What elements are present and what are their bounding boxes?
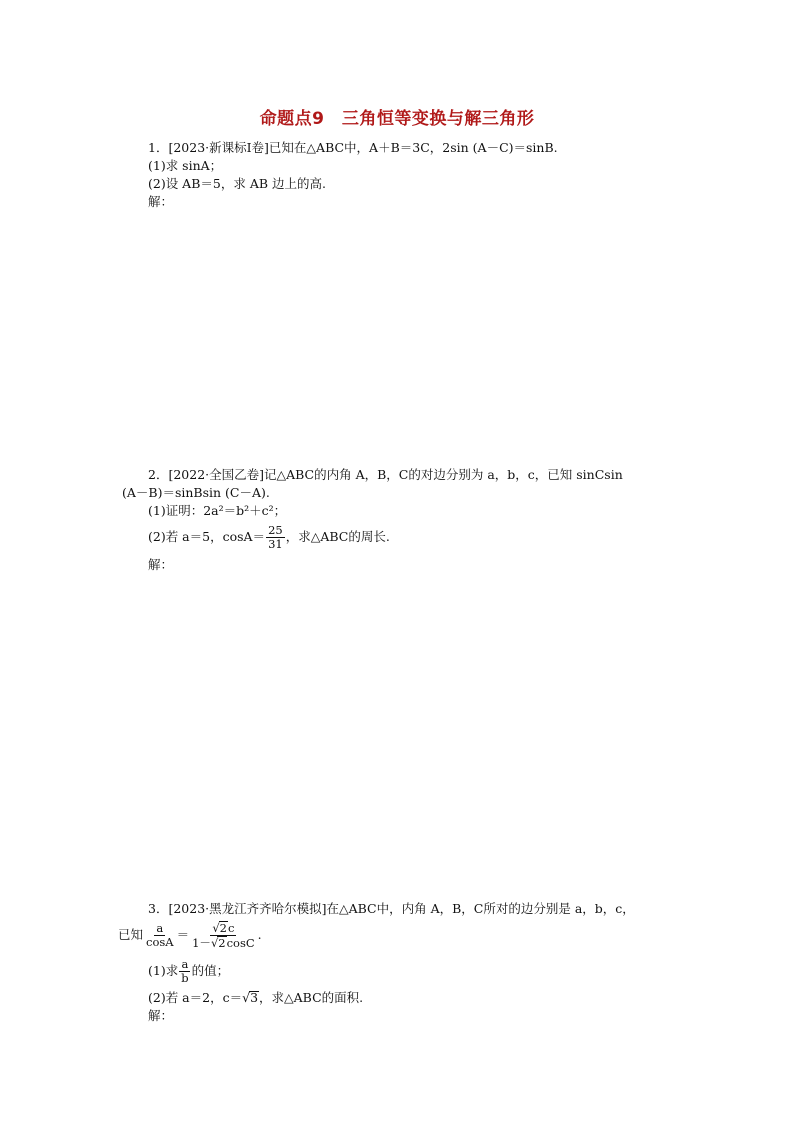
problem-3-given-equation <box>118 918 262 952</box>
given-rhs-denominator-suffix: cosC <box>226 936 255 950</box>
problem-3-statement-line-1: 3．[2023·黑龙江齐齐哈尔模拟]在△ABC中，内角 A，B，C所对的边分别是 a，b，c， <box>148 901 635 916</box>
problem-3-part-1 <box>148 956 229 986</box>
problem-2-part-2 <box>148 522 390 552</box>
given-lhs-numerator: a <box>156 921 164 935</box>
cos-a-numerator: 25 <box>268 523 283 537</box>
given-rhs-fraction <box>190 921 257 950</box>
problem-1-part-2: (2)设 AB＝5，求 AB 边上的高. <box>148 176 326 191</box>
cos-a-fraction <box>266 524 285 551</box>
given-equals: ＝ <box>176 927 190 942</box>
c-value-radicand: 3 <box>250 990 259 1005</box>
page-title: 命题点9 三角恒等变换与解三角形 <box>259 109 535 129</box>
problem-2-part-2-prefix: (2)若 a＝5，cosA＝ <box>148 529 266 544</box>
problem-3-part-2-suffix: ，求△ABC的面积. <box>259 990 364 1005</box>
given-rhs-numerator-rest: c <box>227 921 235 935</box>
problem-3-part-1-prefix: (1)求 <box>148 963 179 978</box>
a-over-b-numerator: a <box>181 957 189 971</box>
given-rhs-denominator-prefix: 1－ <box>192 936 211 950</box>
a-over-b-denominator: b <box>181 971 189 985</box>
problem-2-statement-line-2: (A－B)＝sinBsin (C－A). <box>122 485 270 500</box>
given-rhs-numerator-radicand: 2 <box>219 921 227 935</box>
given-lhs-denominator: cosA <box>146 935 174 949</box>
a-over-b-fraction <box>179 958 190 985</box>
given-rhs-denominator: 1－√2cosC <box>192 936 255 950</box>
given-prefix: 已知 <box>118 927 144 942</box>
problem-1-statement: 1．[2023·新课标Ⅰ卷]已知在△ABC中，A＋B＝3C，2sin (A－C)＝sinB. <box>148 140 558 155</box>
given-rhs-denominator-radicand: 2 <box>218 936 226 950</box>
problem-3-part-1-suffix: 的值； <box>191 963 230 978</box>
problem-3-part-2: (2)若 a＝2，c＝√3，求△ABC的面积. <box>148 990 364 1005</box>
problem-2-part-2-suffix: ，求△ABC的周长. <box>285 529 390 544</box>
problem-2-part-1: (1)证明：2a²＝b²＋c²； <box>148 503 287 518</box>
problem-1-part-1: (1)求 sinA； <box>148 158 223 173</box>
problem-2-statement-line-1: 2．[2022·全国乙卷]记△ABC的内角 A，B，C的对边分别为 a，b，c，已知 sinCsin <box>148 467 623 482</box>
given-rhs-numerator: √2c <box>212 921 235 935</box>
problem-2-solution-label: 解： <box>148 557 174 572</box>
problem-3-part-2-prefix: (2)若 a＝2，c＝ <box>148 990 243 1005</box>
problem-3-solution-label: 解： <box>148 1008 174 1023</box>
given-lhs-fraction <box>144 922 176 949</box>
cos-a-denominator: 31 <box>268 537 283 551</box>
given-end: . <box>257 927 262 942</box>
problem-1-solution-label: 解： <box>148 194 174 209</box>
